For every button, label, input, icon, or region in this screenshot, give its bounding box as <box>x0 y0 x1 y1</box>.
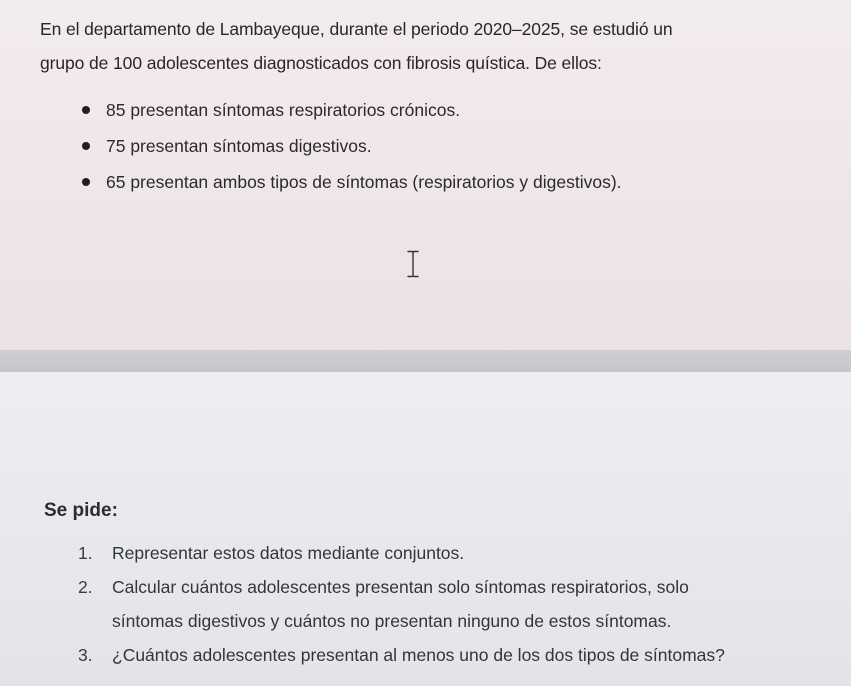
bullet-dot-icon <box>82 106 90 114</box>
data-bullet-list <box>74 92 622 200</box>
bullet-item[interactable] <box>74 164 622 200</box>
problem-statement-line: grupo de 100 adolescentes diagnosticados con fibrosis quística. De ellos: <box>40 53 602 73</box>
text-cursor-icon <box>406 250 420 278</box>
task-number: 3. <box>78 645 93 665</box>
bullet-text: 75 presentan síntomas digestivos. <box>106 136 372 156</box>
task-number: 2. <box>78 577 93 597</box>
task-item[interactable] <box>78 638 725 672</box>
bullet-text: 65 presentan ambos tipos de síntomas (respiratorios y digestivos). <box>106 172 622 192</box>
task-text: Representar estos datos mediante conjuntos. <box>112 543 465 563</box>
page-break-divider <box>0 350 851 372</box>
bullet-dot-icon <box>82 178 90 186</box>
task-item[interactable] <box>78 536 725 570</box>
bullet-item[interactable] <box>74 128 622 164</box>
bullet-item[interactable] <box>74 92 622 128</box>
task-item[interactable] <box>78 570 725 638</box>
problem-statement-line: En el departamento de Lambayeque, durante el periodo 2020–2025, se estudió un <box>40 19 673 39</box>
bullet-text: 85 presentan síntomas respiratorios crónicos. <box>106 100 461 120</box>
tasks-heading: Se pide: <box>44 500 118 521</box>
task-text: ¿Cuántos adolescentes presentan al menos uno de los dos tipos de síntomas? <box>112 645 725 665</box>
task-text: Calcular cuántos adolescentes presentan solo síntomas respiratorios, solo <box>112 577 689 597</box>
bullet-dot-icon <box>82 142 90 150</box>
problem-statement[interactable] <box>40 12 830 80</box>
tasks-list <box>78 536 725 672</box>
task-text: síntomas digestivos y cuántos no presentan ninguno de estos síntomas. <box>112 611 672 631</box>
task-number: 1. <box>78 543 93 563</box>
